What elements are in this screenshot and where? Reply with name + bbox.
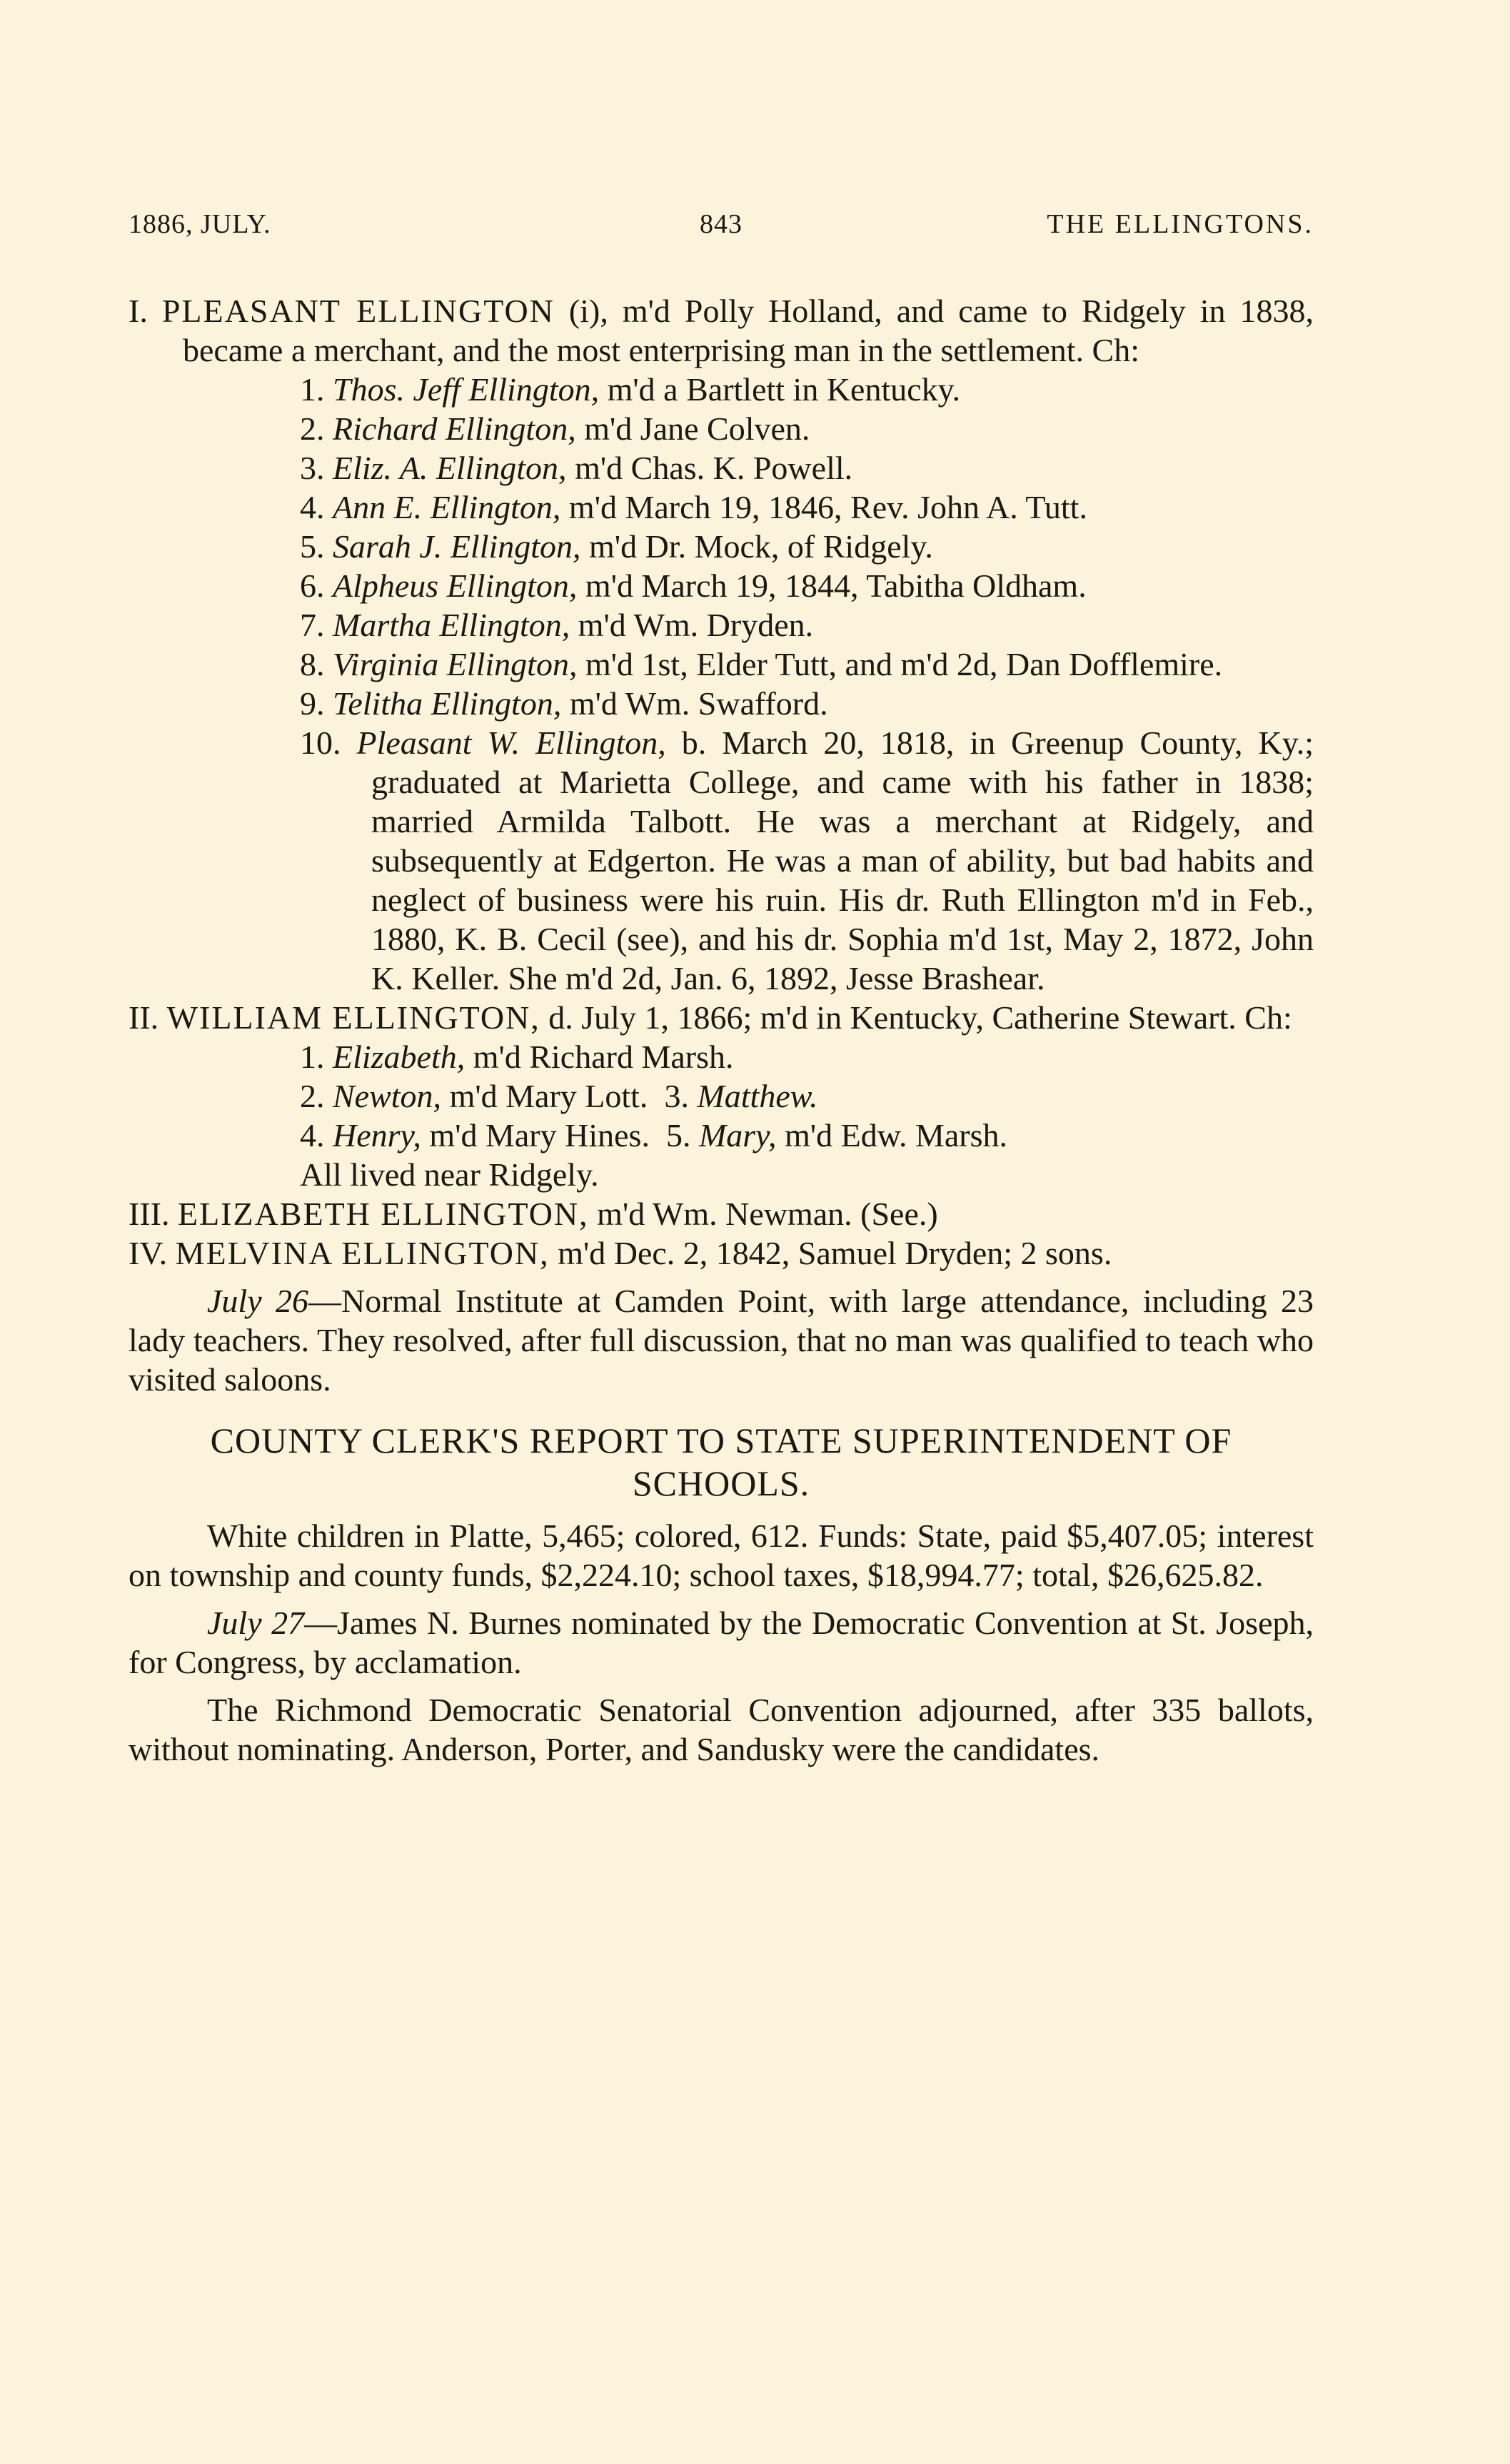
child-text: m'd Mary Hines.: [421, 1117, 650, 1153]
child-text: m'd Wm. Swafford.: [561, 685, 828, 722]
child-number: 5.: [665, 1117, 691, 1153]
entry-date: July 26: [207, 1283, 309, 1319]
child-number: 4.: [300, 1117, 325, 1153]
child-name: Elizabeth,: [333, 1039, 465, 1075]
paragraph-july-26: [129, 1281, 1314, 1399]
child-name: Henry,: [333, 1117, 421, 1153]
child-name: Virginia Ellington,: [333, 646, 578, 682]
section-numeral: III.: [129, 1196, 170, 1232]
child-text: b. March 20, 1818, in Greenup County, Ky.; graduated at Marietta College, and came with his father in 1838; married Armilda Talbott. He was a merchant at Ridgely, and subsequently at Edgerton. He was a man of ability, but bad habits and neglect of business were his ruin. His dr. Ruth Ellington m'd in Feb., 1880, K. B. Cecil (see), and his dr. Sophia m'd 1st, May 2, 1872, John K. Keller. She m'd 2d, Jan. 6, 1892, Jesse Brashear.: [371, 724, 1314, 996]
running-header: [129, 208, 1314, 248]
child-entry: [129, 566, 1314, 605]
child-number: 10.: [300, 724, 341, 761]
child-text: m'd Richard Marsh.: [465, 1039, 734, 1075]
child-name: Sarah J. Ellington,: [333, 528, 581, 565]
child-name: Pleasant W. Ellington,: [356, 724, 666, 761]
section-numeral: IV.: [129, 1235, 168, 1271]
child-entry: [129, 370, 1314, 409]
child-name: Thos. Jeff Ellington,: [333, 371, 600, 408]
child-number: 2.: [300, 1078, 325, 1114]
section-text: m'd Wm. Newman. (See.): [588, 1196, 938, 1232]
child-name: Telitha Ellington,: [333, 685, 562, 722]
child-entry: [129, 1076, 1314, 1116]
child-entry: [129, 409, 1314, 448]
section-text: d. July 1, 1866; m'd in Kentucky, Catherine Stewart. Ch:: [540, 999, 1292, 1036]
child-entry: [129, 1037, 1314, 1076]
child-name: Matthew.: [697, 1078, 818, 1114]
paragraph-july-27: [129, 1603, 1314, 1682]
child-name: Newton,: [333, 1078, 442, 1114]
header-title: THE ELLINGTONS.: [1047, 209, 1314, 239]
child-entry: [129, 605, 1314, 645]
section-name: WILLIAM ELLINGTON,: [166, 999, 540, 1036]
child-text: m'd Mary Lott.: [441, 1078, 648, 1114]
child-number: 6.: [300, 567, 325, 604]
entry-date: July 27: [207, 1605, 305, 1641]
section-william-ellington: [129, 998, 1314, 1037]
child-name: Richard Ellington,: [333, 410, 576, 447]
section-heading: COUNTY CLERK'S REPORT TO STATE SUPERINTENDENT OF SCHOOLS.: [210, 1420, 1232, 1503]
child-number: 3.: [664, 1078, 689, 1114]
child-number: 5.: [300, 528, 325, 565]
child-text: m'd Dr. Mock, of Ridgely.: [580, 528, 933, 565]
paragraph-richmond-convention: The Richmond Democratic Senatorial Convention adjourned, after 335 ballots, without nominating. Anderson, Porter, and Sandusky were the candidates.: [129, 1692, 1314, 1767]
child-text: m'd a Bartlett in Kentucky.: [599, 371, 961, 408]
page-number: 843: [700, 209, 743, 239]
child-entry: [129, 645, 1314, 684]
section-melvina-ellington: [129, 1233, 1314, 1273]
section-numeral: II.: [129, 999, 159, 1036]
page-body: [129, 291, 1314, 1769]
child-number: 8.: [300, 646, 325, 682]
child-name: Martha Ellington,: [333, 607, 570, 643]
child-name: Alpheus Ellington,: [333, 567, 578, 604]
child-name: Mary,: [698, 1117, 777, 1153]
child-entry: [129, 723, 1314, 998]
entry-text: —Normal Institute at Camden Point, with large attendance, including 23 lady teachers. They resolved, after full discussion, that no man was qualified to teach who visited saloons.: [129, 1283, 1314, 1398]
child-text: m'd Jane Colven.: [575, 410, 810, 447]
child-entry: [129, 527, 1314, 566]
section-name: MELVINA ELLINGTON,: [175, 1235, 550, 1271]
section-text: m'd Dec. 2, 1842, Samuel Dryden; 2 sons.: [549, 1235, 1112, 1271]
section-numeral: I.: [129, 293, 148, 329]
paragraph-school-report: White children in Platte, 5,465; colored, 612. Funds: State, paid $5,407.05; interest on township and county funds, $2,224.10; school taxes, $18,994.77; total, $26,625.82.: [129, 1518, 1314, 1593]
child-entry: [129, 684, 1314, 723]
child-number: 1.: [300, 1039, 325, 1075]
child-number: 9.: [300, 685, 325, 722]
child-entry: [129, 1116, 1314, 1155]
child-entry: [129, 488, 1314, 527]
section-name: ELIZABETH ELLINGTON,: [177, 1196, 589, 1232]
child-name: Ann E. Ellington,: [333, 489, 561, 525]
child-text: m'd Chas. K. Powell.: [566, 450, 853, 486]
child-text: m'd March 19, 1846, Rev. John A. Tutt.: [560, 489, 1087, 525]
child-number: 1.: [300, 371, 325, 408]
section-name: PLEASANT ELLINGTON: [161, 293, 555, 329]
child-entry: [129, 448, 1314, 488]
child-number: 7.: [300, 607, 325, 643]
child-number: 4.: [300, 489, 325, 525]
header-date: 1886, JULY.: [129, 209, 271, 239]
children-note: All lived near Ridgely.: [300, 1156, 599, 1193]
child-number: 2.: [300, 410, 325, 447]
section-pleasant-ellington: [129, 291, 1314, 370]
child-text: m'd March 19, 1844, Tabitha Oldham.: [577, 567, 1087, 604]
entry-text: —James N. Burnes nominated by the Democratic Convention at St. Joseph, for Congress, by acclamation.: [129, 1605, 1314, 1680]
child-number: 3.: [300, 450, 325, 486]
child-text: m'd Edw. Marsh.: [776, 1117, 1007, 1153]
child-name: Eliz. A. Ellington,: [333, 450, 567, 486]
section-text: (i), m'd Polly Holland, and came to Ridgely in 1838, became a merchant, and the most enterprising man in the settlement. Ch:: [183, 293, 1314, 368]
child-text: m'd Wm. Dryden.: [570, 607, 814, 643]
section-elizabeth-ellington: [129, 1194, 1314, 1233]
child-text: m'd 1st, Elder Tutt, and m'd 2d, Dan Dofflemire.: [577, 646, 1223, 682]
